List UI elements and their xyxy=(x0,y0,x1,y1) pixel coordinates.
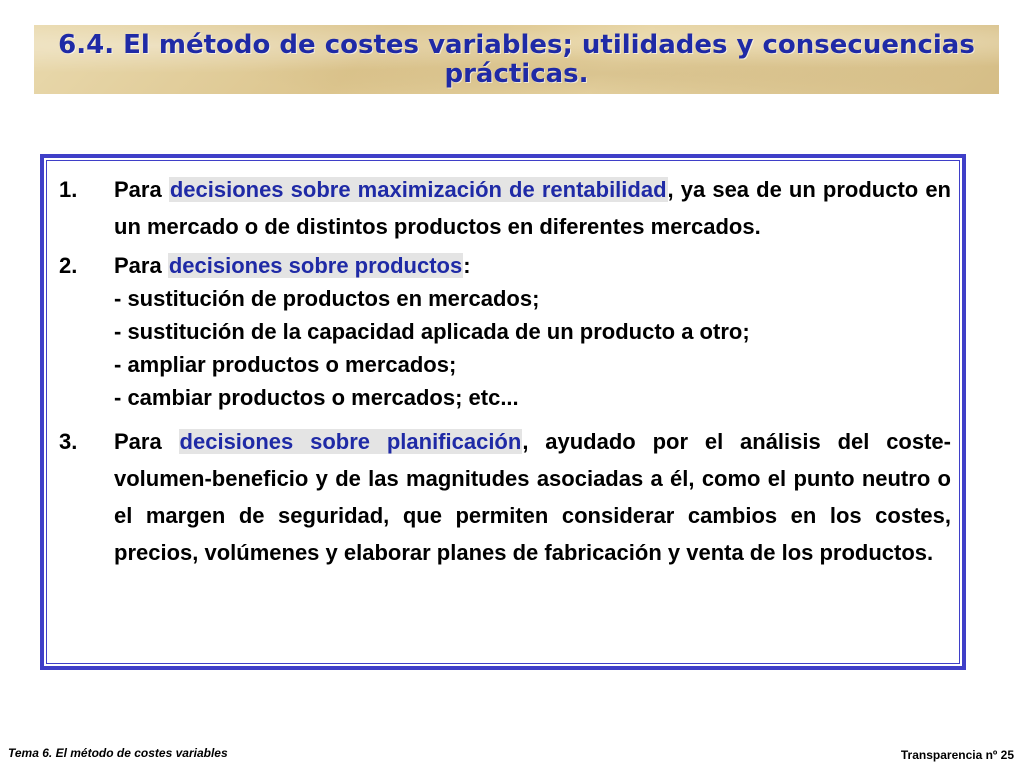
item-text-post: , ya sea de un producto en un mercado o de distintos productos en diferentes mercados. xyxy=(114,177,952,239)
content-body xyxy=(46,160,960,664)
item-text-post: , ayudado por el análisis del coste-volumen-beneficio y de las magnitudes asociadas a él, como el punto neutro o el margen de seguridad, que permiten considerar cambios en los costes, precios, volúmenes y elaborar planes de fabricación y venta de los productos. xyxy=(114,429,951,565)
item-highlight: decisiones sobre maximización de rentabilidad xyxy=(169,177,667,202)
subitem-2: - sustitución de la capacidad aplicada de un producto a otro; xyxy=(114,319,750,344)
subitem-1: - sustitución de productos en mercados; xyxy=(114,286,540,311)
item-text-pre: Para xyxy=(114,253,168,278)
subitem-4: - cambiar productos o mercados; etc... xyxy=(114,385,519,410)
slide-title xyxy=(34,25,999,89)
footer-slide-number: Transparencia nº 25 xyxy=(900,748,1014,762)
list-item-2 xyxy=(59,249,951,414)
content-frame xyxy=(40,154,966,670)
item-number: 1. xyxy=(59,177,78,202)
list-item-1 xyxy=(59,171,951,245)
item-text-pre: Para xyxy=(114,177,169,202)
title-line-2: prácticas. xyxy=(444,59,589,89)
item-number: 3. xyxy=(59,429,78,454)
subitem-3: - ampliar productos o mercados; xyxy=(114,352,457,377)
footer-topic: Tema 6. El método de costes variables xyxy=(8,746,228,760)
title-banner xyxy=(34,25,999,94)
item-text-pre: Para xyxy=(114,429,179,454)
item-text-post: : xyxy=(463,253,471,278)
item-highlight: decisiones sobre planificación xyxy=(179,429,522,454)
item-number: 2. xyxy=(59,253,78,278)
title-line-1: 6.4. El método de costes variables; utilidades y consecuencias xyxy=(58,30,975,60)
item-highlight: decisiones sobre productos xyxy=(168,253,463,278)
list-item-3 xyxy=(59,423,951,571)
